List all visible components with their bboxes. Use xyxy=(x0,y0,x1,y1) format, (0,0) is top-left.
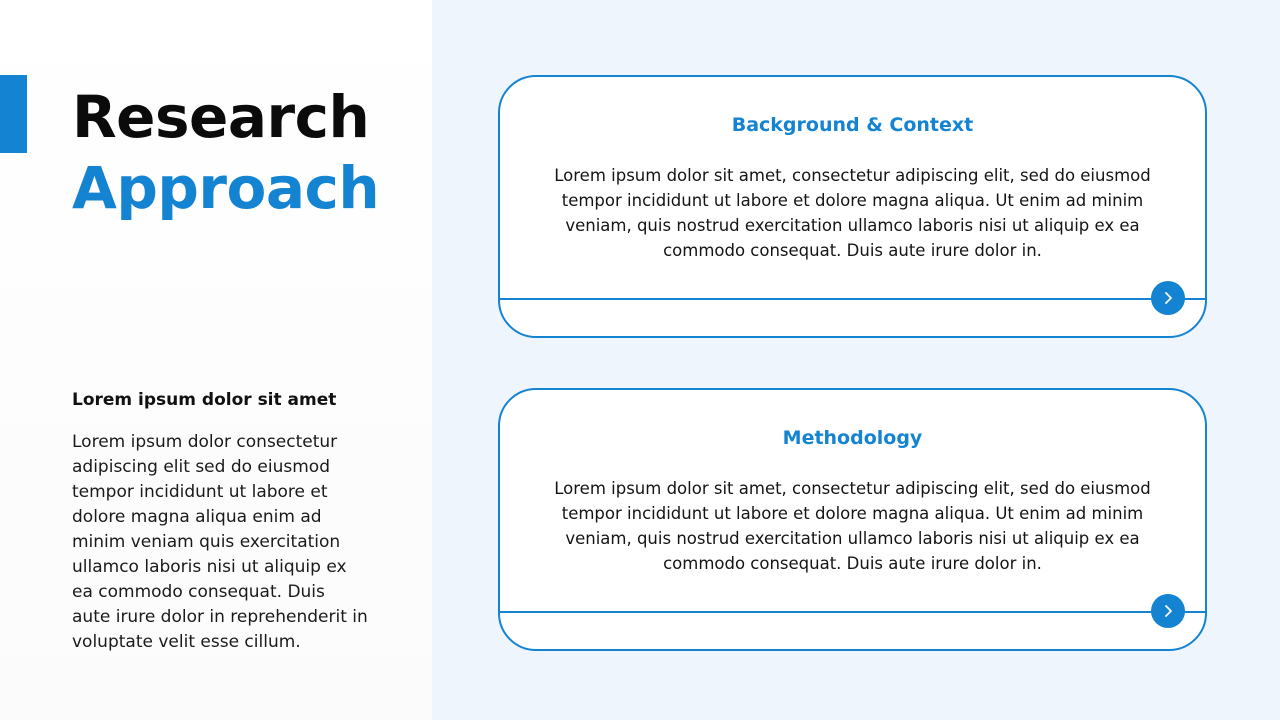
card-title: Methodology xyxy=(782,427,923,449)
sidebar-heading: Lorem ipsum dolor sit amet xyxy=(72,390,337,410)
title-accent-bar xyxy=(0,75,27,153)
card-body: Lorem ipsum dolor sit amet, consectetur adipiscing elit, sed do eiusmod tempor incididunt ut labore et dolore magna aliqua. Ut enim ad minim veniam, quis nostrud exercitation ullamco laboris nisi ut aliquip ex ea commodo consequat. Duis aute irure dolor in. xyxy=(554,479,1151,573)
chevron-right-icon xyxy=(1161,291,1175,305)
card-methodology xyxy=(498,388,1207,651)
card-divider xyxy=(500,611,1205,613)
sidebar-text: Lorem ipsum dolor consectetur adipiscing elit sed do eiusmod tempor incididunt ut labore et dolore magna aliqua enim ad minim veniam quis exercitation ullamco laboris nisi ut aliquip ex ea commodo consequat. Duis aute irure dolor in reprehenderit in voluptate velit esse cillum. xyxy=(72,432,368,652)
card-next-button[interactable] xyxy=(1151,281,1185,315)
card-background-context xyxy=(498,75,1207,338)
page-title-line-1: Research xyxy=(72,83,370,151)
chevron-right-icon xyxy=(1161,604,1175,618)
card-title: Background & Context xyxy=(731,114,974,136)
page-title-line-2: Approach xyxy=(72,154,380,222)
card-divider xyxy=(500,298,1205,300)
card-body: Lorem ipsum dolor sit amet, consectetur adipiscing elit, sed do eiusmod tempor incididunt ut labore et dolore magna aliqua. Ut enim ad minim veniam, quis nostrud exercitation ullamco laboris nisi ut aliquip ex ea commodo consequat. Duis aute irure dolor in. xyxy=(554,166,1151,260)
card-next-button[interactable] xyxy=(1151,594,1185,628)
